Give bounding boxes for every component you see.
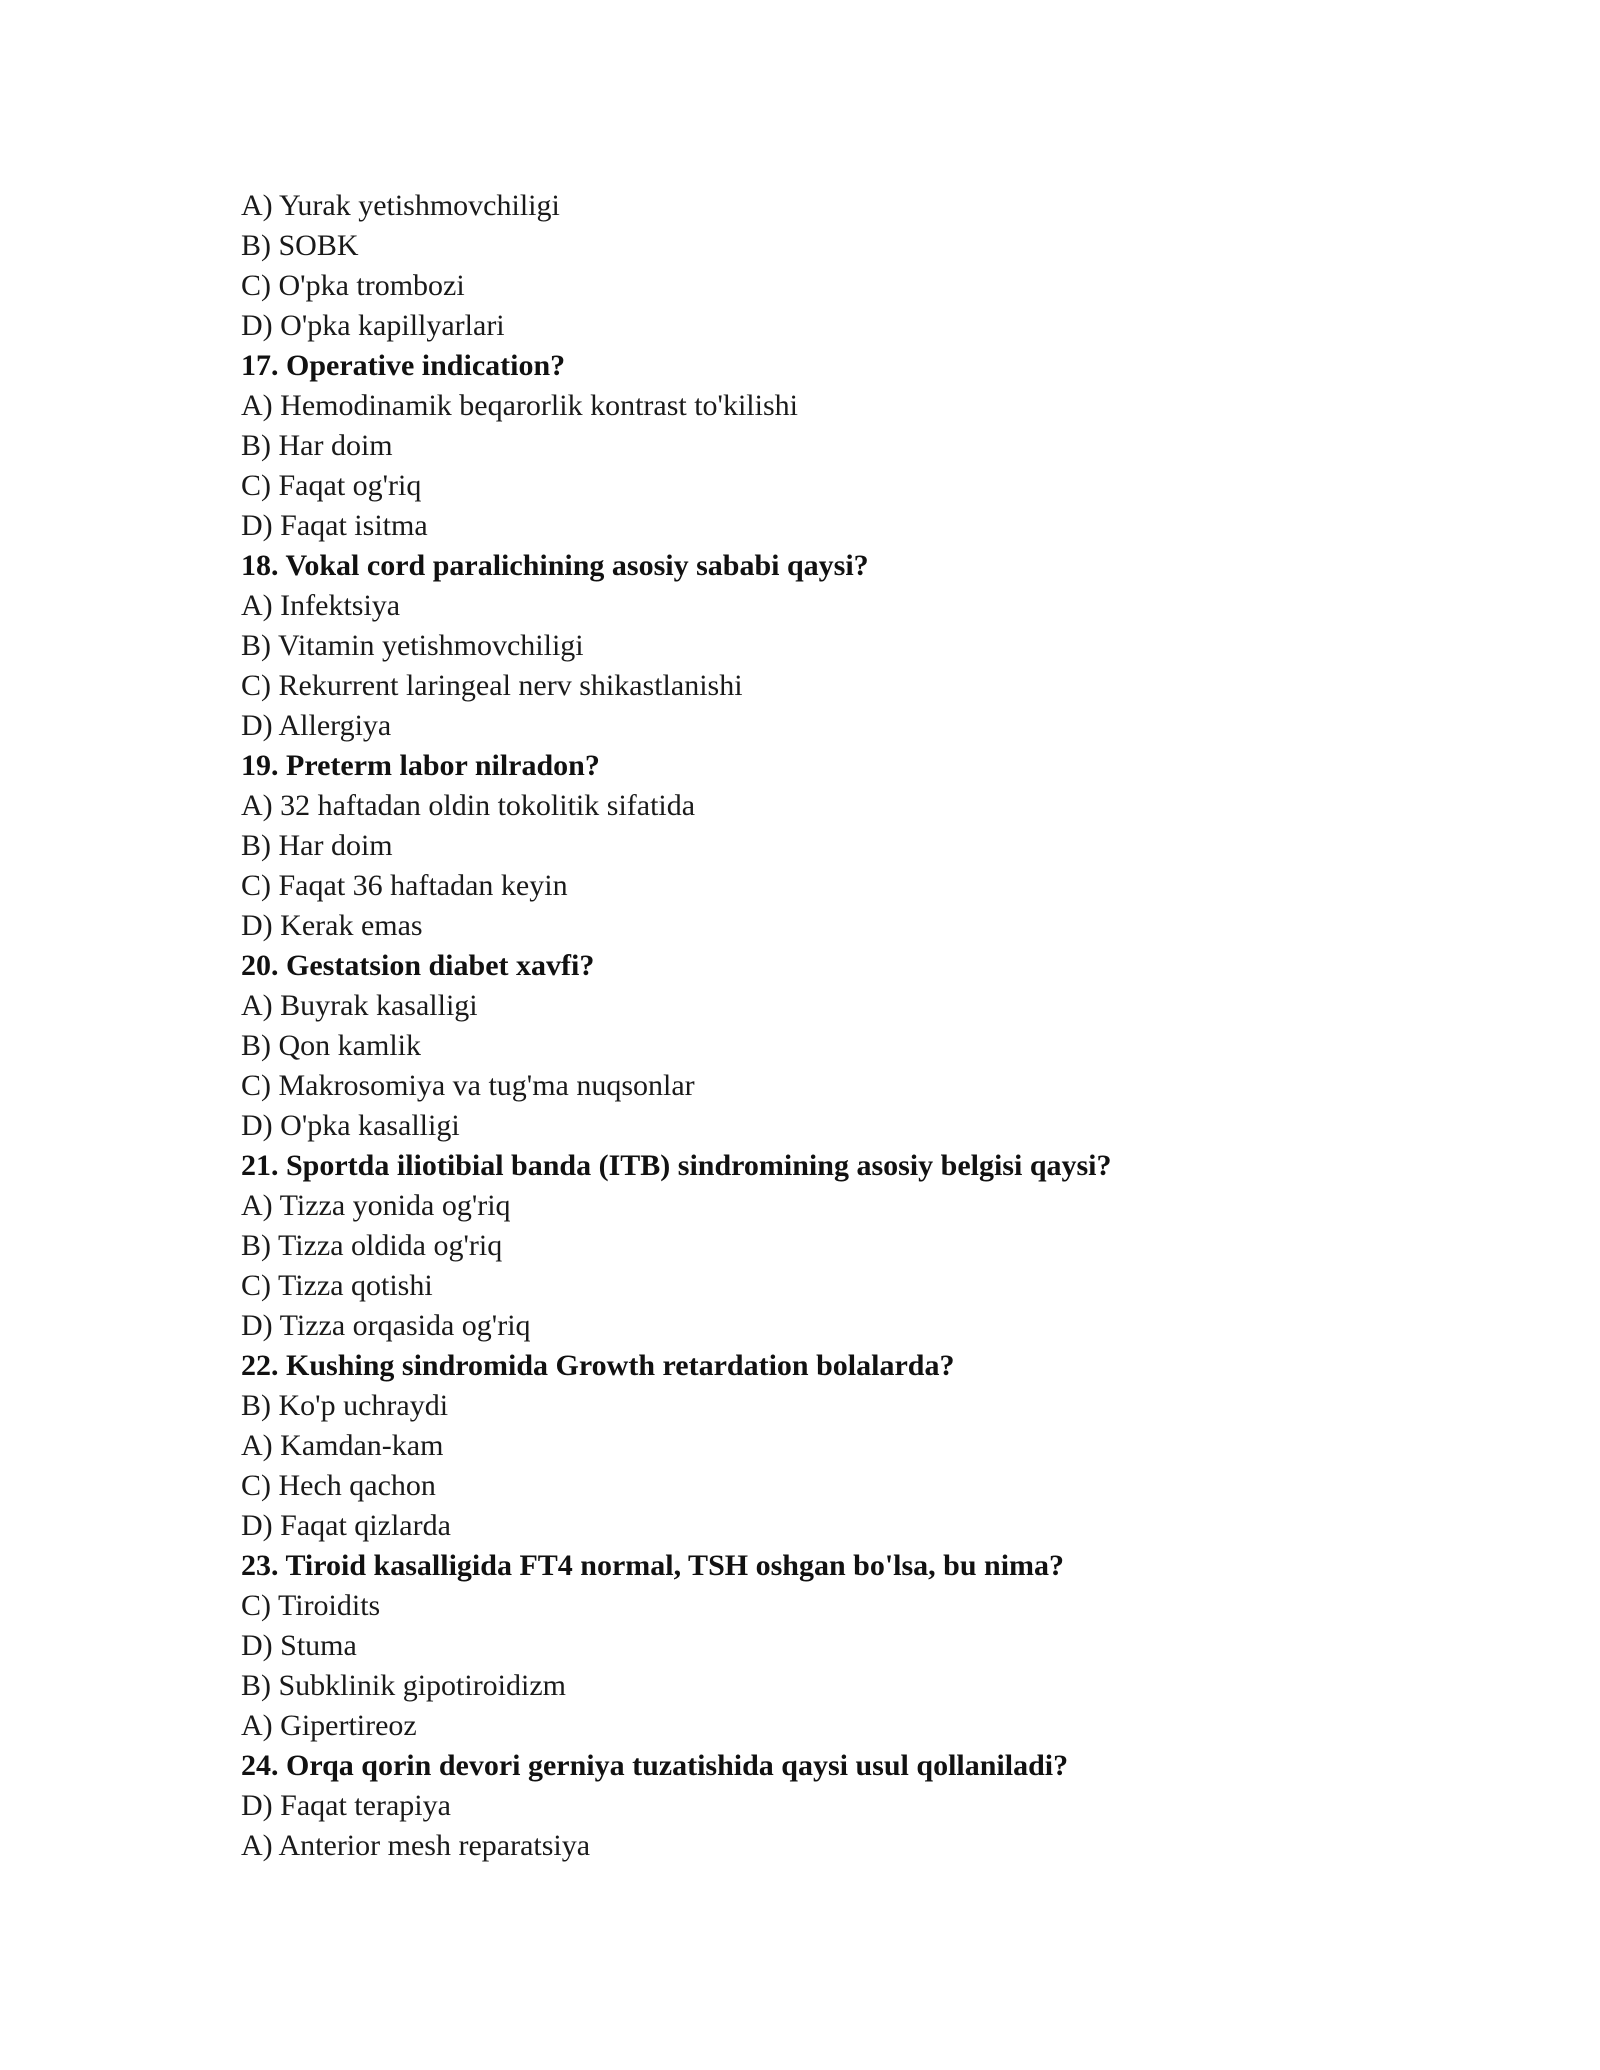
answer-option: A) Tizza yonida og'riq <box>241 1189 511 1222</box>
answer-option: B) Subklinik gipotiroidizm <box>241 1669 567 1702</box>
question-heading: 17. Operative indication? <box>241 349 566 382</box>
answer-option: C) Faqat 36 haftadan keyin <box>241 869 568 902</box>
answer-option: B) Qon kamlik <box>241 1029 421 1062</box>
answer-option: C) Faqat og'riq <box>241 469 422 502</box>
answer-option: A) Hemodinamik beqarorlik kontrast to'kilishi <box>241 389 798 422</box>
answer-option: A) Anterior mesh reparatsiya <box>241 1829 591 1862</box>
answer-option: A) Gipertireoz <box>241 1709 417 1742</box>
question-heading: 24. Orqa qorin devori gerniya tuzatishida qaysi usul qollaniladi? <box>241 1749 1069 1782</box>
quiz-text-block <box>241 186 1441 1866</box>
answer-option: A) Yurak yetishmovchiligi <box>241 189 560 222</box>
answer-option: C) Hech qachon <box>241 1469 436 1502</box>
answer-option: B) SOBK <box>241 229 359 262</box>
answer-option: C) Rekurrent laringeal nerv shikastlanishi <box>241 669 743 702</box>
question-heading: 23. Tiroid kasalligida FT4 normal, TSH oshgan bo'lsa, bu nima? <box>241 1549 1065 1582</box>
answer-option: A) Kamdan-kam <box>241 1429 444 1462</box>
answer-option: C) Tiroidits <box>241 1589 381 1622</box>
question-heading: 21. Sportda iliotibial banda (ITB) sindromining asosiy belgisi qaysi? <box>241 1149 1112 1182</box>
answer-option: D) Faqat terapiya <box>241 1789 451 1822</box>
answer-option: D) Tizza orqasida og'riq <box>241 1309 531 1342</box>
answer-option: B) Ko'p uchraydi <box>241 1389 449 1422</box>
question-heading: 19. Preterm labor nilradon? <box>241 749 600 782</box>
answer-option: D) O'pka kasalligi <box>241 1109 460 1142</box>
answer-option: C) Makrosomiya va tug'ma nuqsonlar <box>241 1069 695 1102</box>
answer-option: C) Tizza qotishi <box>241 1269 433 1302</box>
answer-option: A) Buyrak kasalligi <box>241 989 478 1022</box>
answer-option: B) Har doim <box>241 429 393 462</box>
answer-option: A) Infektsiya <box>241 589 401 622</box>
question-heading: 22. Kushing sindromida Growth retardation bolalarda? <box>241 1349 955 1382</box>
answer-option: D) Kerak emas <box>241 909 423 942</box>
answer-option: D) O'pka kapillyarlari <box>241 309 505 342</box>
answer-option: B) Har doim <box>241 829 393 862</box>
question-heading: 18. Vokal cord paralichining asosiy sababi qaysi? <box>241 549 869 582</box>
answer-option: A) 32 haftadan oldin tokolitik sifatida <box>241 789 696 822</box>
answer-option: D) Allergiya <box>241 709 392 742</box>
answer-option: D) Faqat isitma <box>241 509 428 542</box>
answer-option: D) Faqat qizlarda <box>241 1509 451 1542</box>
answer-option: D) Stuma <box>241 1629 357 1662</box>
answer-option: C) O'pka trombozi <box>241 269 465 302</box>
answer-option: B) Vitamin yetishmovchiligi <box>241 629 584 662</box>
answer-option: B) Tizza oldida og'riq <box>241 1229 503 1262</box>
question-heading: 20. Gestatsion diabet xavfi? <box>241 949 595 982</box>
